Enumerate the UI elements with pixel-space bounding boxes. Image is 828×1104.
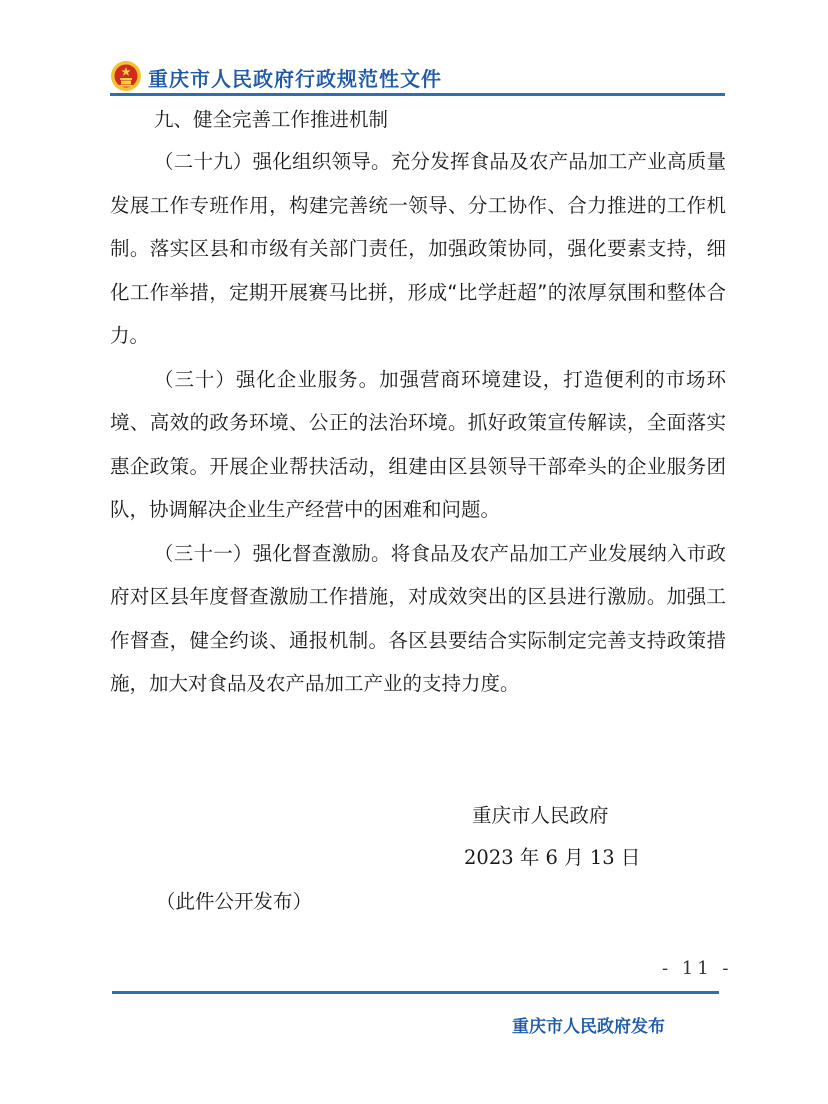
paragraph-lead: （三十）强化企业服务。: [154, 367, 380, 391]
paragraph-30: [110, 358, 726, 532]
paragraph-lead: （三十一）强化督查激励。: [154, 541, 391, 565]
release-note: （此件公开发布）: [156, 890, 313, 913]
document-body: [110, 100, 726, 706]
header-title: 重庆市人民政府行政规范性文件: [148, 67, 442, 91]
footer-publisher: 重庆市人民政府发布: [512, 1017, 665, 1037]
signature-org: 重庆市人民政府: [472, 804, 609, 827]
paragraph-text: 将食品及农产品加工产业发展纳入市政府对区县年度督查激励工作措施，对成效突出的区县进行激励。加强工作督查，健全约谈、通报机制。各区县要结合实际制定完善支持政策措施，加大对食品及农产品加工产业的支持力度。: [110, 541, 726, 695]
paragraph-31: [110, 532, 726, 706]
footer-divider: [112, 991, 719, 994]
paragraph-text: 加强营商环境建设，打造便利的市场环境、高效的政务环境、公正的法治环境。抓好政策宣传解读，全面落实惠企政策。开展企业帮扶活动，组建由区县领导干部牵头的企业服务团队，协调解决企业生产经营中的困难和问题。: [110, 367, 726, 521]
section-heading: 九、健全完善工作推进机制: [154, 108, 389, 131]
paragraph-lead: （二十九）强化组织领导。: [154, 150, 391, 173]
paragraph-29: [110, 140, 726, 358]
paragraph-text: 充分发挥食品及农产品加工产业高质量发展工作专班作用，构建完善统一领导、分工协作、合力推进的工作机制。落实区县和市级有关部门责任，加强政策协同，强化要素支持，细化工作举措，定期开展赛马比拼，形成“比学赶超”的浓厚氛围和整体合力。: [110, 150, 726, 347]
national-emblem-icon: [110, 60, 142, 92]
document-header: [110, 58, 725, 96]
header-divider: [110, 93, 725, 96]
page-number: - 11 -: [662, 958, 733, 979]
signature-date: 2023 年 6 月 13 日: [464, 846, 641, 869]
